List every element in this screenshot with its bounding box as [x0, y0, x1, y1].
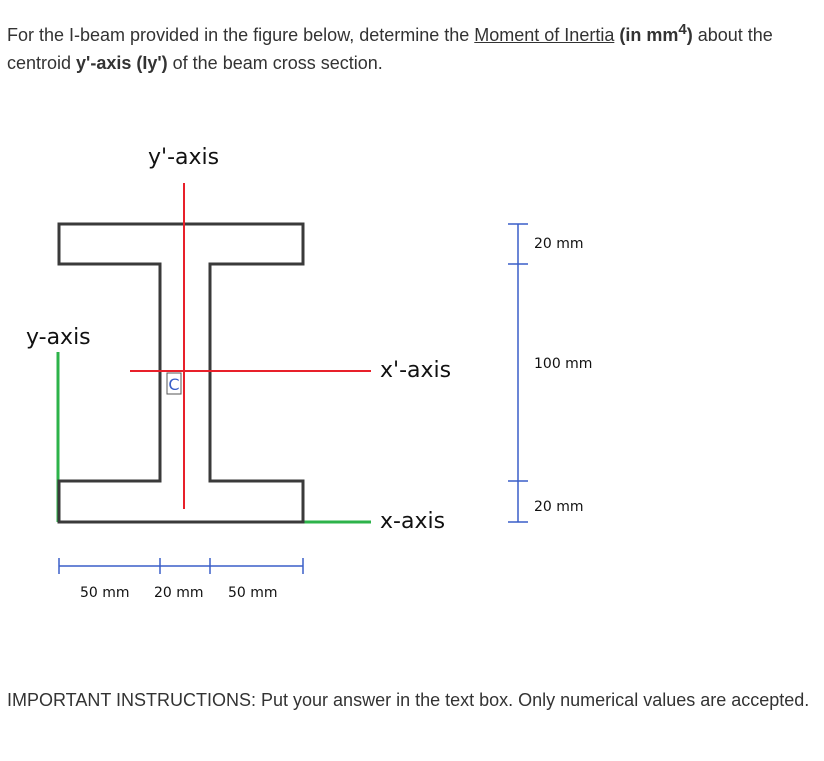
units-exponent: 4 [678, 21, 687, 38]
vertical-dimension [508, 224, 528, 522]
question-text-part: of the beam cross section. [167, 53, 383, 73]
i-beam-figure [0, 130, 824, 610]
instructions-text: IMPORTANT INSTRUCTIONS: Put your answer in the text box. Only numerical values are accepted. [7, 690, 810, 710]
units-text-end: ) [686, 25, 693, 45]
web-width-dimension: 20 mm [154, 585, 204, 601]
left-overhang-dimension: 50 mm [80, 585, 130, 601]
moment-of-inertia-link[interactable]: Moment of Inertia [474, 25, 615, 45]
question-text-part: about the centroid [7, 25, 773, 73]
axis-emphasis: y'-axis (Iy') [76, 53, 168, 73]
y-axis-label: y-axis [26, 325, 91, 350]
y-prime-axis-label: y'-axis [148, 145, 220, 170]
right-overhang-dimension: 50 mm [228, 585, 278, 601]
horizontal-dimension [59, 558, 303, 574]
units-emphasis [619, 21, 693, 45]
web-height-dimension: 100 mm [534, 356, 593, 372]
centroid-label: C [168, 375, 180, 394]
units-text: (in mm [619, 25, 679, 45]
bottom-flange-dimension: 20 mm [534, 499, 584, 515]
x-axis-label: x-axis [380, 509, 446, 534]
question-text [7, 16, 817, 77]
question-text-part: For the I-beam provided in the figure below, determine the [7, 25, 475, 45]
top-flange-dimension: 20 mm [534, 236, 584, 252]
x-prime-axis-label: x'-axis [380, 358, 452, 383]
